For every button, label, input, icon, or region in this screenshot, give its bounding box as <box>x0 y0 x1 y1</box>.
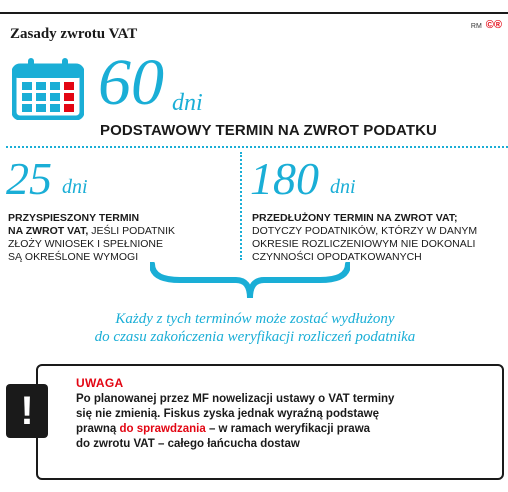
extension-note-line2: do czasu zakończenia weryfikacji rozliczeń podatnika <box>94 329 416 345</box>
short-term-line1: PRZYSPIESZONY TERMIN <box>8 212 140 224</box>
top-rule <box>0 12 508 14</box>
warning-label: UWAGA <box>76 376 124 390</box>
warning-line2: się nie zmienią. Fiskus zyska jednak wyraźną podstawę <box>76 408 379 420</box>
main-term-number: 60 <box>98 46 164 119</box>
main-term-description: PODSTAWOWY TERMIN NA ZWROT PODATKU <box>100 122 437 139</box>
short-term-description <box>8 212 240 264</box>
dotted-divider <box>6 146 508 148</box>
main-term-unit: dni <box>172 90 203 116</box>
credit-text: RM <box>470 23 482 30</box>
warning-line3 <box>76 422 496 437</box>
page-title: Zasady zwrotu VAT <box>10 26 138 42</box>
vertical-dotted-divider <box>240 152 242 260</box>
credit <box>471 19 502 31</box>
short-term-line3: ZŁOŻY WNIOSEK I SPEŁNIONE <box>8 238 164 250</box>
extension-note <box>20 310 490 346</box>
long-term-line4: CZYNNOŚCI OPODATKOWANYCH <box>252 251 422 263</box>
long-term-line2: DOTYCZY PODATNIKÓW, KTÓRZY W DANYM <box>252 225 478 237</box>
warning-line3-start: prawną <box>76 423 120 435</box>
creative-commons-icon: ©® <box>485 19 502 31</box>
extension-note-line1: Każdy z tych terminów może zostać wydłużony <box>115 311 395 327</box>
short-term-unit: dni <box>62 176 88 198</box>
warning-line3-highlight: do sprawdzania <box>119 423 206 435</box>
long-term-line1: PRZEDŁUŻONY TERMIN NA ZWROT VAT; <box>252 212 458 224</box>
short-term-line2-bold: NA ZWROT VAT, <box>8 225 89 237</box>
short-term-line2 <box>8 225 240 238</box>
warning-line3-end: – w ramach weryfikacji prawa <box>205 423 371 435</box>
exclamation-icon: ! <box>6 384 48 438</box>
warning-text <box>76 392 496 452</box>
long-term-unit: dni <box>330 176 356 198</box>
short-term-line2-rest: JEŚLI PODATNIK <box>88 225 176 237</box>
short-term-line4: SĄ OKREŚLONE WYMOGI <box>8 251 139 263</box>
long-term-number: 180 <box>250 153 319 204</box>
curly-brace-icon <box>150 262 350 302</box>
long-term-line3: OKRESIE ROZLICZENIOWYM NIE DOKONALI <box>252 238 476 250</box>
calendar-icon <box>12 58 84 120</box>
warning-line4: do zwrotu VAT – całego łańcucha dostaw <box>76 438 300 450</box>
short-term-number: 25 <box>6 153 52 204</box>
long-term-description <box>252 212 508 264</box>
warning-line1: Po planowanej przez MF nowelizacji ustawy o VAT terminy <box>76 393 395 405</box>
